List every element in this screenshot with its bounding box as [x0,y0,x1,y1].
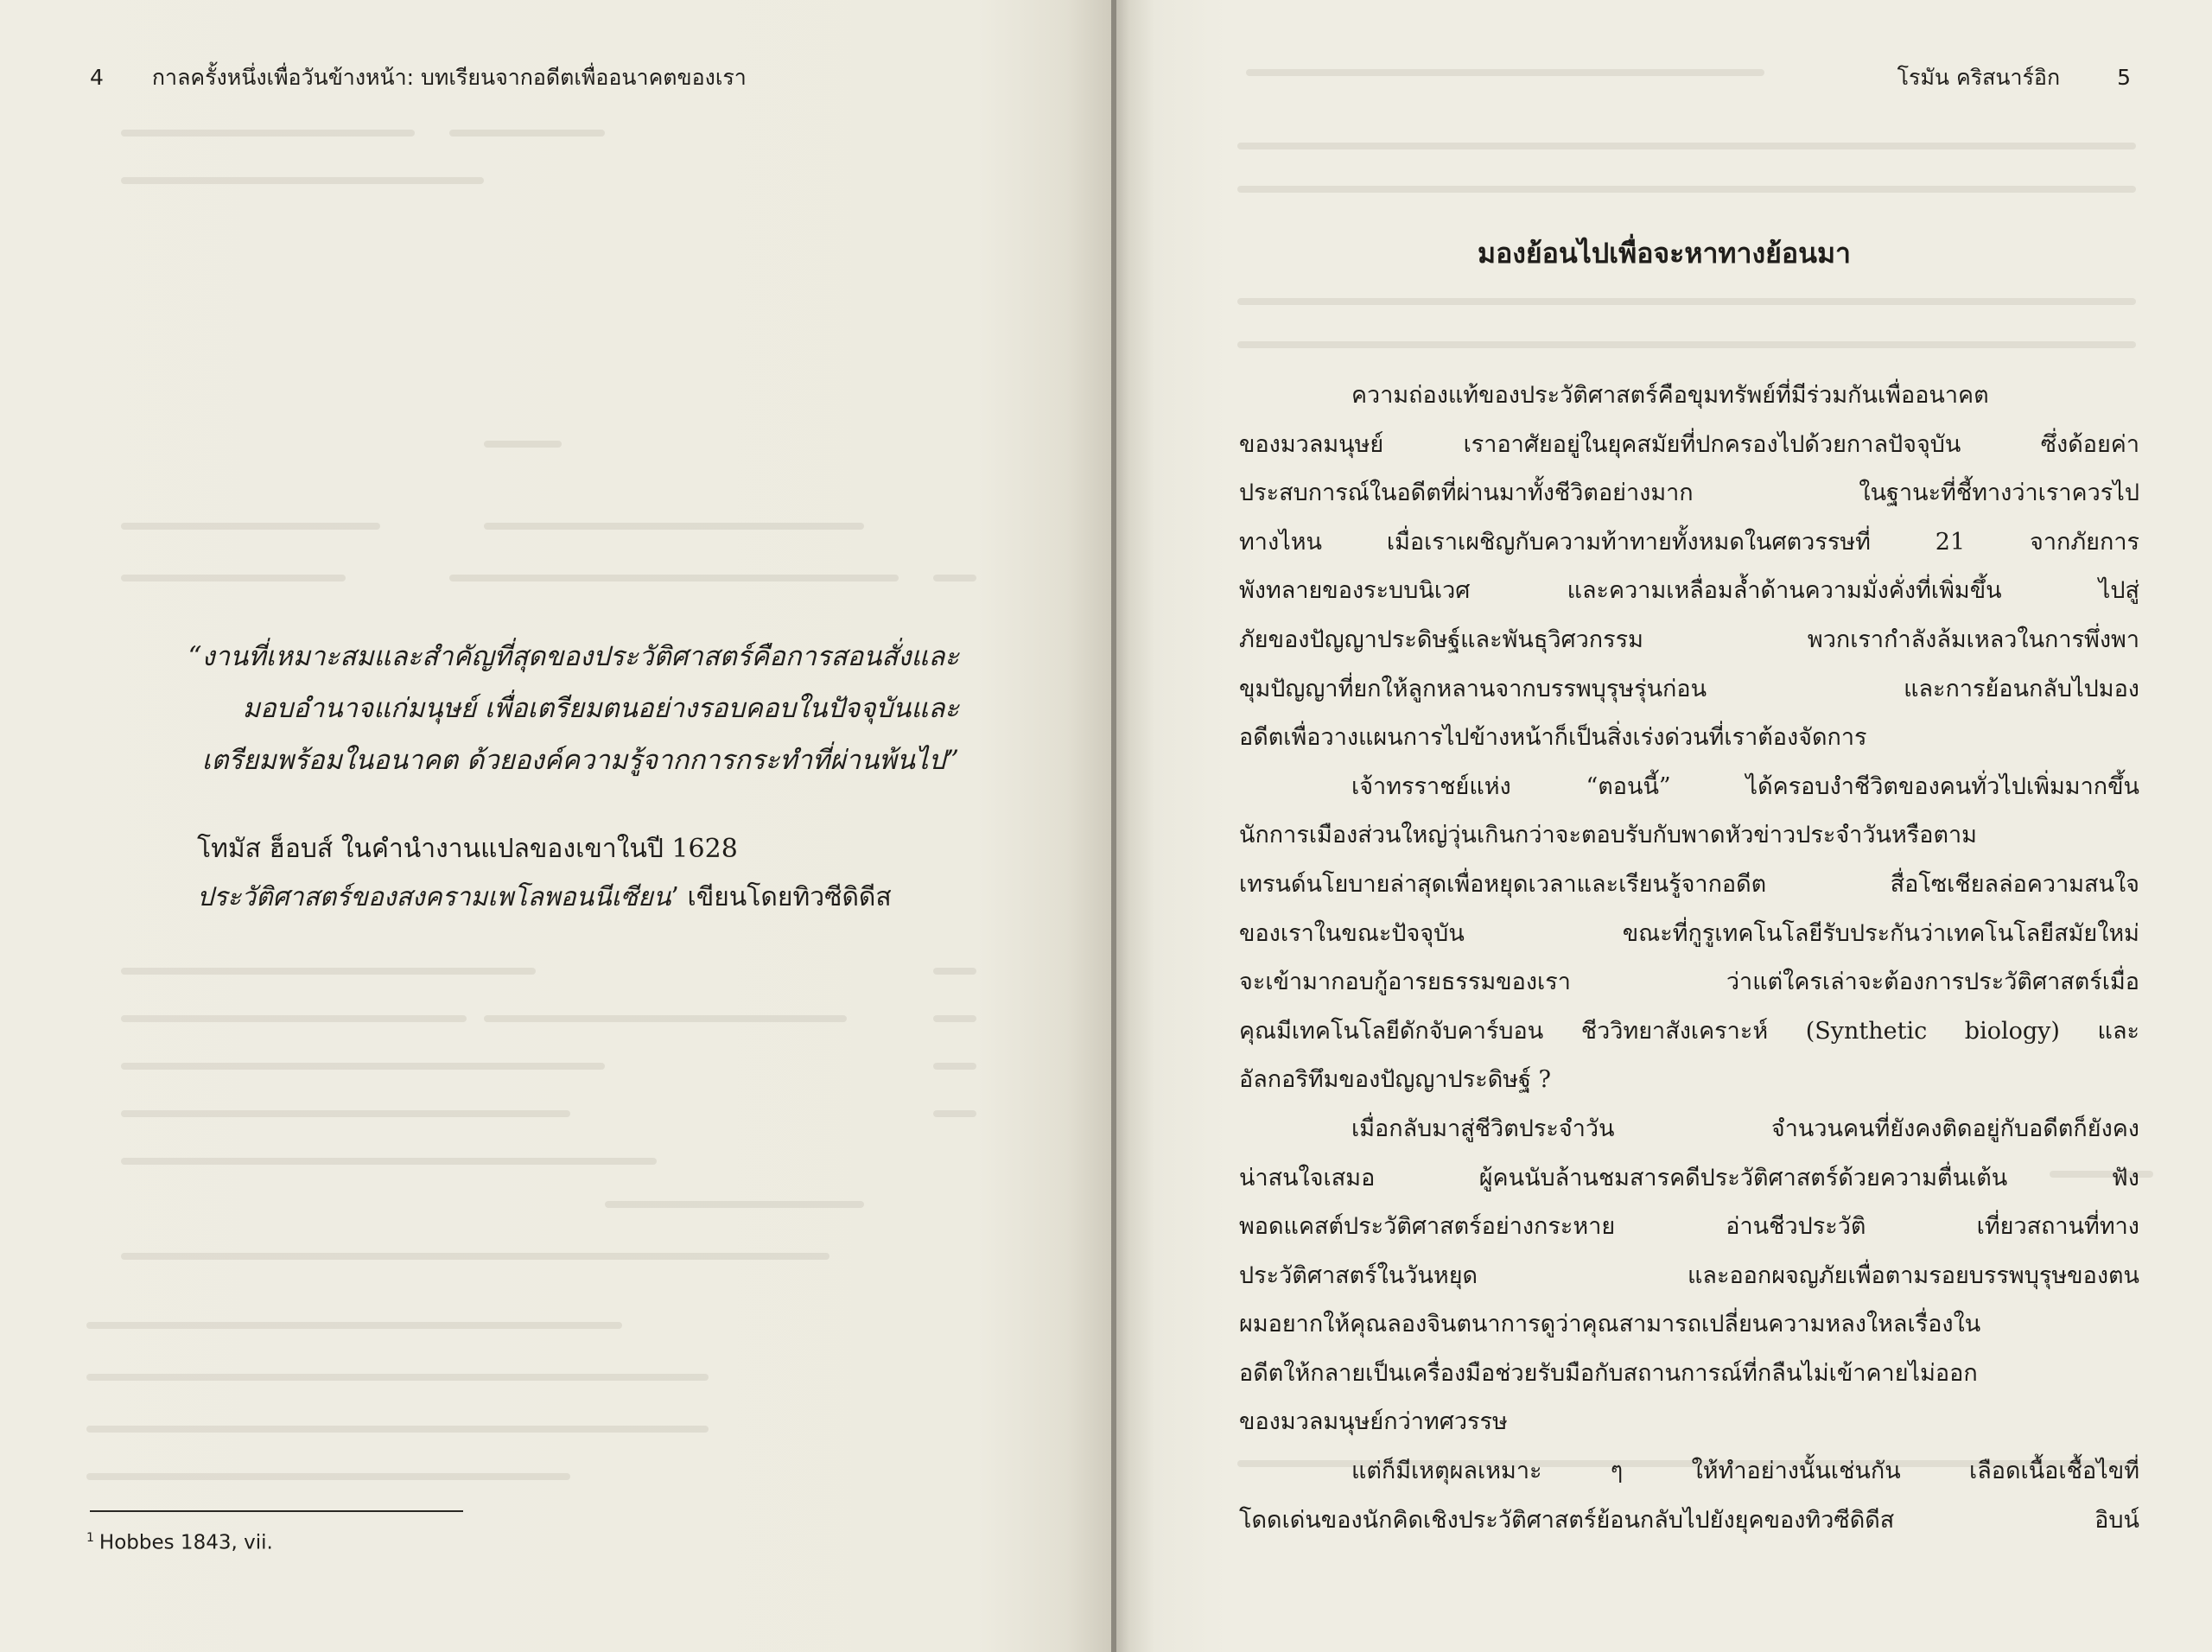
text-line: พังทลายของระบบนิเวศ และความเหลื่อมล้ำด้านความมั่งคั่งที่เพิ่มขึ้น ไปสู่ [1239,577,2139,605]
running-head-right [1897,60,2131,95]
text-line: ประวัติศาสตร์ในวันหยุด และออกผจญภัยเพื่อตามรอยบรรพบุรุษของตน [1239,1261,2139,1289]
running-head-left [90,60,747,95]
text-line: เมื่อกลับมาสู่ชีวิตประจำวัน จำนวนคนที่ยังคงติดอยู่กับอดีตก็ยังคง [1351,1115,2139,1142]
page-number: 5 [2117,65,2131,90]
attribution-book-title: ประวัติศาสตร์ของสงครามเพโลพอนนีเซียน [197,882,671,912]
text-line: ผมอยากให้คุณลองจินตนาการดูว่าคุณสามารถเปลี่ยนความหลงใหลเรื่องใน [1239,1311,1981,1338]
text-line: แต่ก็มีเหตุผลเหมาะ ๆ ให้ทำอย่างนั้นเช่นกัน เลือดเนื้อเชื้อไขที่ [1351,1458,2139,1485]
text-line: คุณมีเทคโนโลยีดักจับคาร์บอน ชีววิทยาสังเคราะห์ (Synthetic biology) และ [1239,1017,2139,1045]
section-heading: มองย้อนไปเพื่อจะหาทางย้อนมา [1477,237,1852,270]
attribution-line [197,874,975,922]
epigraph-quote [130,631,959,786]
text-line: เจ้าทรราชย์แห่ง “ตอนนี้” ได้ครอบงำชีวิตของคนทั่วไปเพิ่มมากขึ้น [1351,772,2139,800]
page-number: 4 [90,65,104,90]
text-line: อดีตเพื่อวางแผนการไปข้างหน้าก็เป็นสิ่งเร่งด่วนที่เราต้องจัดการ [1239,724,1867,752]
text-line: เทรนด์นโยบายล่าสุดเพื่อหยุดเวลาและเรียนรู้จากอดีต สื่อโซเชียลล่อความสนใจ [1239,870,2139,898]
epigraph-line: มอบอำนาจแก่มนุษย์ เพื่อเตรียมตนอย่างรอบคอบในปัจจุบันและ [242,693,959,724]
text-line: ภัยของปัญญาประดิษฐ์และพันธุวิศวกรรม พวกเรากำลังล้มเหลวในการพึ่งพา [1239,626,2139,653]
text-line: ของเราในขณะปัจจุบัน ขณะที่กูรูเทคโนโลยีรับประกันว่าเทคโนโลยีสมัยใหม่ [1239,919,2139,947]
text-line: อดีตให้กลายเป็นเครื่องมือช่วยรับมือกับสถานการณ์ที่กลืนไม่เข้าคายไม่ออก [1239,1359,1978,1387]
attribution-line: โทมัส ฮ็อบส์ ในคำนำงานแปลของเขาในปี 1628 [197,834,738,864]
footnote-divider [90,1510,463,1512]
text-line: ทางไหน เมื่อเราเผชิญกับความท้าทายทั้งหมดในศตวรรษที่ 21 จากภัยการ [1239,528,2139,556]
footnote [86,1531,273,1554]
epigraph-line: เตรียมพร้อมในอนาคต ด้วยองค์ความรู้จากการกระทำที่ผ่านพ้นไป” [201,745,959,776]
running-head-author: โรมัน คริสนาร์อิก [1897,65,2061,90]
text-line: นักการเมืองส่วนใหญ่วุ่นเกินกว่าจะตอบรับกับพาดหัวข่าวประจำวันหรือตาม [1239,822,1977,849]
text-line: จะเข้ามากอบกู้อารยธรรมของเรา ว่าแต่ใครเล่าจะต้องการประวัติศาสตร์เมื่อ [1239,969,2139,996]
body-text [1239,372,2139,1545]
attribution-author: ’ เขียนโดยทิวซีดิดีส [671,882,892,912]
text-line: อัลกอริทึมของปัญญาประดิษฐ์ ? [1239,1066,1552,1094]
running-head-title: กาลครั้งหนึ่งเพื่อวันข้างหน้า: บทเรียนจากอดีตเพื่ออนาคตของเรา [151,65,747,90]
text-line: พอดแคสต์ประวัติศาสตร์อย่างกระหาย อ่านชีวประวัติ เที่ยวสถานที่ทาง [1239,1213,2139,1241]
epigraph-attribution [197,825,975,922]
text-line: ของมวลมนุษย์ เราอาศัยอยู่ในยุคสมัยที่ปกครองไปด้วยกาลปัจจุบัน ซึ่งด้อยค่า [1239,430,2139,458]
text-line: โดดเด่นของนักคิดเชิงประวัติศาสตร์ย้อนกลับไปยังยุคของทิวซีดิดีส อิบน์ [1239,1506,2139,1534]
text-line: น่าสนใจเสมอ ผู้คนนับล้านชมสารคดีประวัติศาสตร์ด้วยความตื่นเต้น ฟัง [1239,1164,2139,1191]
text-line: ของมวลมนุษย์กว่าทศวรรษ [1239,1408,1508,1436]
footnote-text: Hobbes 1843, vii. [99,1531,273,1554]
epigraph-line: “งานที่เหมาะสมและสำคัญที่สุดของประวัติศาสตร์คือการสอนสั่งและ [188,641,959,672]
footnote-marker: 1 [86,1531,94,1545]
text-line: ความถ่องแท้ของประวัติศาสตร์คือขุมทรัพย์ที่มีร่วมกันเพื่ออนาคต [1351,382,1989,409]
text-line: ขุมปัญญาที่ยกให้ลูกหลานจากบรรพบุรุษรุ่นก่อน และการย้อนกลับไปมอง [1239,675,2139,702]
text-line: ประสบการณ์ในอดีตที่ผ่านมาทั้งชีวิตอย่างมาก ในฐานะที่ชี้ทางว่าเราควรไป [1239,480,2139,507]
